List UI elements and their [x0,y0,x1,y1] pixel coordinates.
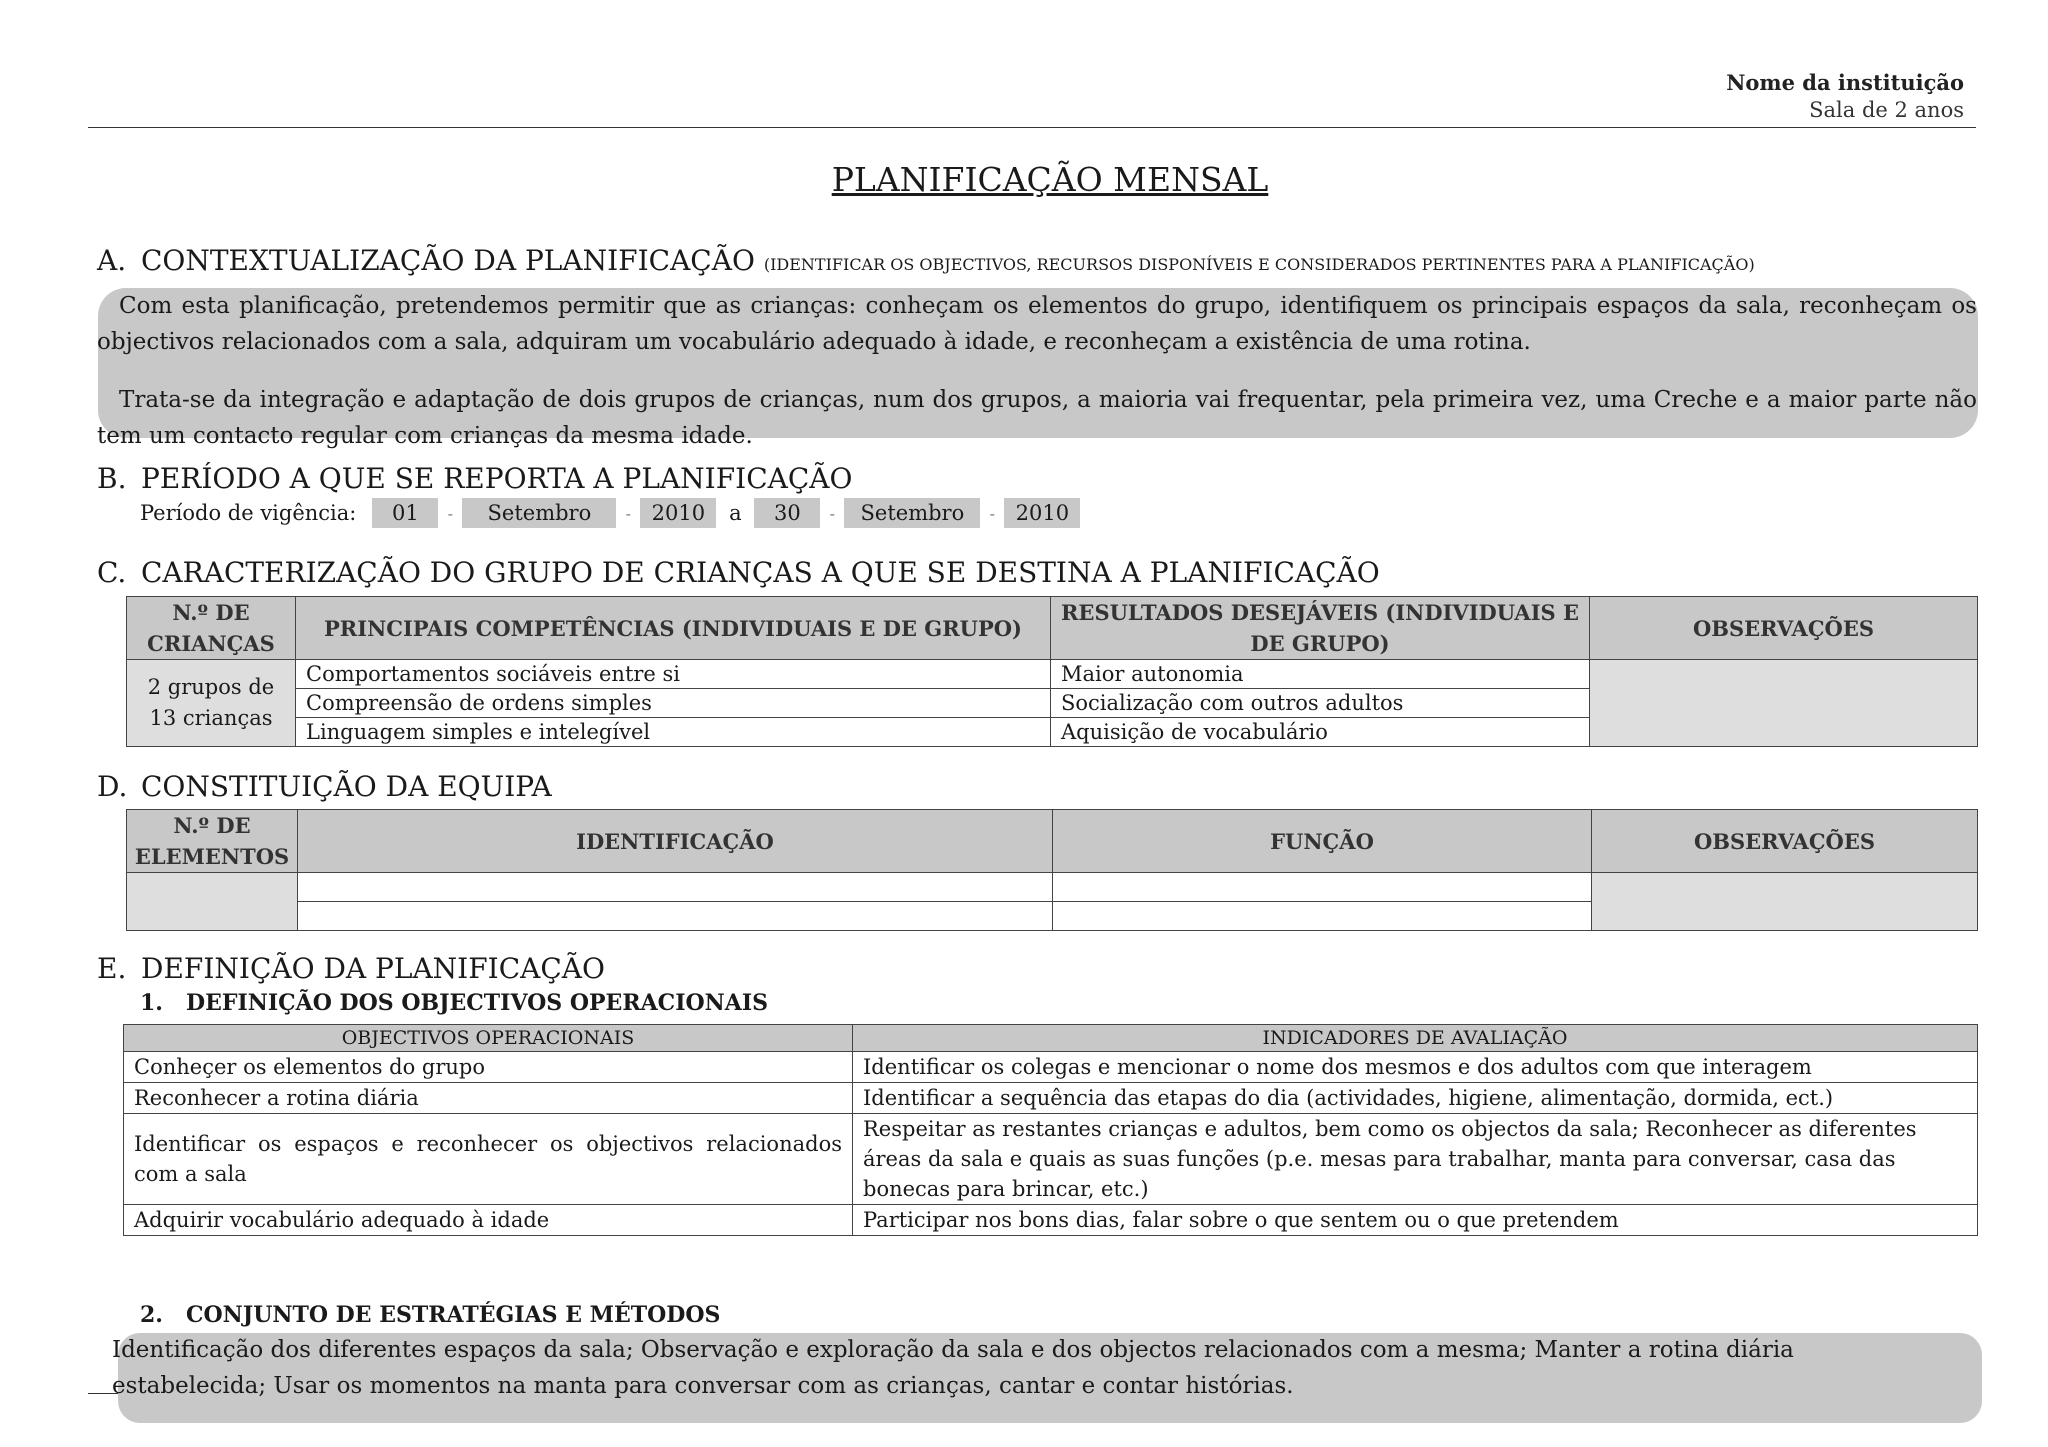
section-b-letter: B. [97,462,127,495]
section-d-heading [97,770,552,803]
start-month-field[interactable]: Setembro [462,498,616,528]
section-a-heading [97,244,1755,277]
end-month-field[interactable]: Setembro [844,498,980,528]
date-separator: - [989,503,996,523]
start-year-field[interactable]: 2010 [640,498,716,528]
date-separator: - [625,503,632,523]
institution-name: Nome da instituição [1726,70,1964,95]
col-header-indicators: INDICADORES DE AVALIAÇÃO [853,1025,1978,1052]
validity-period [140,498,1080,528]
indicator-cell[interactable]: Identificar os colegas e mencionar o nome dos mesmos e dos adultos com que interagem [853,1052,1978,1083]
section-d-title: CONSTITUIÇÃO DA EQUIPA [141,770,552,803]
section-a-letter: A. [97,244,127,277]
section-b-title: PERÍODO A QUE SE REPORTA A PLANIFICAÇÃO [141,462,853,495]
identification-cell[interactable] [298,873,1053,902]
team-observations-cell[interactable] [1592,873,1978,931]
competence-cell[interactable]: Comportamentos sociáveis entre si [296,660,1051,689]
function-cell[interactable] [1053,873,1592,902]
subsection-2-number: 2. [140,1302,163,1328]
indicator-cell[interactable]: Identificar a sequência das etapas do dia (actividades, higiene, alimentação, dormida, ect.) [853,1083,1978,1114]
section-c-heading [97,556,1380,589]
subsection-2-title: CONJUNTO DE ESTRATÉGIAS E MÉTODOS [186,1302,721,1328]
subsection-1-heading [140,990,768,1016]
section-a-note: (IDENTIFICAR OS OBJECTIVOS, RECURSOS DISPONÍVEIS E CONSIDERADOS PERTINENTES PARA A PLANIFICAÇÃO) [763,255,1755,274]
section-d-letter: D. [97,770,128,803]
objectives-table [123,1024,1978,1236]
section-e-heading [97,952,605,985]
col-header-identification: IDENTIFICAÇÃO [298,810,1053,873]
result-cell[interactable]: Maior autonomia [1051,660,1590,689]
children-count: 2 grupos de 13 crianças [127,660,296,747]
objective-cell[interactable]: Reconhecer a rotina diária [124,1083,853,1114]
col-header-objectives: OBJECTIVOS OPERACIONAIS [124,1025,853,1052]
strategies-paragraph: Identificação dos diferentes espaços da sala; Observação e exploração da sala e dos objectos relacionados com a mesma; Manter a rotina diária estabelecida; Usar os momentos na manta para conversar com as crianças, cantar e contar histórias. [112,1337,1794,1399]
period-to-label: a [729,501,742,525]
indicator-cell[interactable]: Participar nos bons dias, falar sobre o que sentem ou o que pretendem [853,1205,1978,1236]
period-label: Período de vigência: [140,501,357,525]
header-divider [88,127,1976,128]
group-characterization-table [126,596,1978,747]
section-e-title: DEFINIÇÃO DA PLANIFICAÇÃO [141,952,605,985]
room-name: Sala de 2 anos [1809,98,1964,122]
col-header-count: N.º DE CRIANÇAS [127,597,296,660]
col-header-results: RESULTADOS DESEJÁVEIS (INDIVIDUAIS E DE GRUPO) [1051,597,1590,660]
section-e-letter: E. [97,952,127,985]
result-cell[interactable]: Socialização com outros adultos [1051,689,1590,718]
competence-cell[interactable]: Linguagem simples e intelegível [296,718,1051,747]
start-day-field[interactable]: 01 [372,498,438,528]
col-header-elements: N.º DE ELEMENTOS [127,810,298,873]
elements-count-cell[interactable] [127,873,298,931]
col-header-team-observations: OBSERVAÇÕES [1592,810,1978,873]
section-a-title: CONTEXTUALIZAÇÃO DA PLANIFICAÇÃO [141,244,755,277]
section-b-heading [97,462,852,495]
function-cell[interactable] [1053,902,1592,931]
subsection-2-heading [140,1302,720,1328]
date-separator: - [447,503,454,523]
date-separator: - [829,503,836,523]
competence-cell[interactable]: Compreensão de ordens simples [296,689,1051,718]
identification-cell[interactable] [298,902,1053,931]
section-a-paragraph-1: Com esta planificação, pretendemos permitir que as crianças: conheçam os elementos do grupo, identifiquem os principais espaços da sala, reconheçam os objectivos relacionados com a sala, adquiram um vocabulário adequado à idade, e reconheçam a existência de uma rotina. [97,293,1977,355]
end-day-field[interactable]: 30 [754,498,820,528]
subsection-1-number: 1. [140,990,163,1016]
col-header-competences: PRINCIPAIS COMPETÊNCIAS (INDIVIDUAIS E DE GRUPO) [296,597,1051,660]
result-cell[interactable]: Aquisição de vocabulário [1051,718,1590,747]
section-c-title: CARACTERIZAÇÃO DO GRUPO DE CRIANÇAS A QUE SE DESTINA A PLANIFICAÇÃO [141,556,1380,589]
objective-cell[interactable]: Conheçer os elementos do grupo [124,1052,853,1083]
section-c-letter: C. [97,556,127,589]
col-header-observations: OBSERVAÇÕES [1590,597,1978,660]
end-year-field[interactable]: 2010 [1004,498,1080,528]
objective-cell[interactable]: Adquirir vocabulário adequado à idade [124,1205,853,1236]
objective-cell[interactable]: Identificar os espaços e reconhecer os objectivos relacionados com a sala [124,1114,853,1205]
indicator-cell[interactable]: Respeitar as restantes crianças e adultos, bem como os objectos da sala; Reconhecer as diferentes áreas da sala e quais as suas funções (p.e. mesas para trabalhar, manta para conversar, casa das bonecas para brincar, etc.) [853,1114,1978,1205]
subsection-1-title: DEFINIÇÃO DOS OBJECTIVOS OPERACIONAIS [186,990,769,1016]
section-a-paragraph-2: Trata-se da integração e adaptação de dois grupos de crianças, num dos grupos, a maioria vai frequentar, pela primeira vez, uma Creche e a maior parte não tem um contacto regular com crianças da mesma idade. [97,387,1977,449]
col-header-function: FUNÇÃO [1053,810,1592,873]
observations-cell[interactable] [1590,660,1978,747]
page-title: PLANIFICAÇÃO MENSAL [831,160,1269,199]
team-table [126,809,1978,931]
